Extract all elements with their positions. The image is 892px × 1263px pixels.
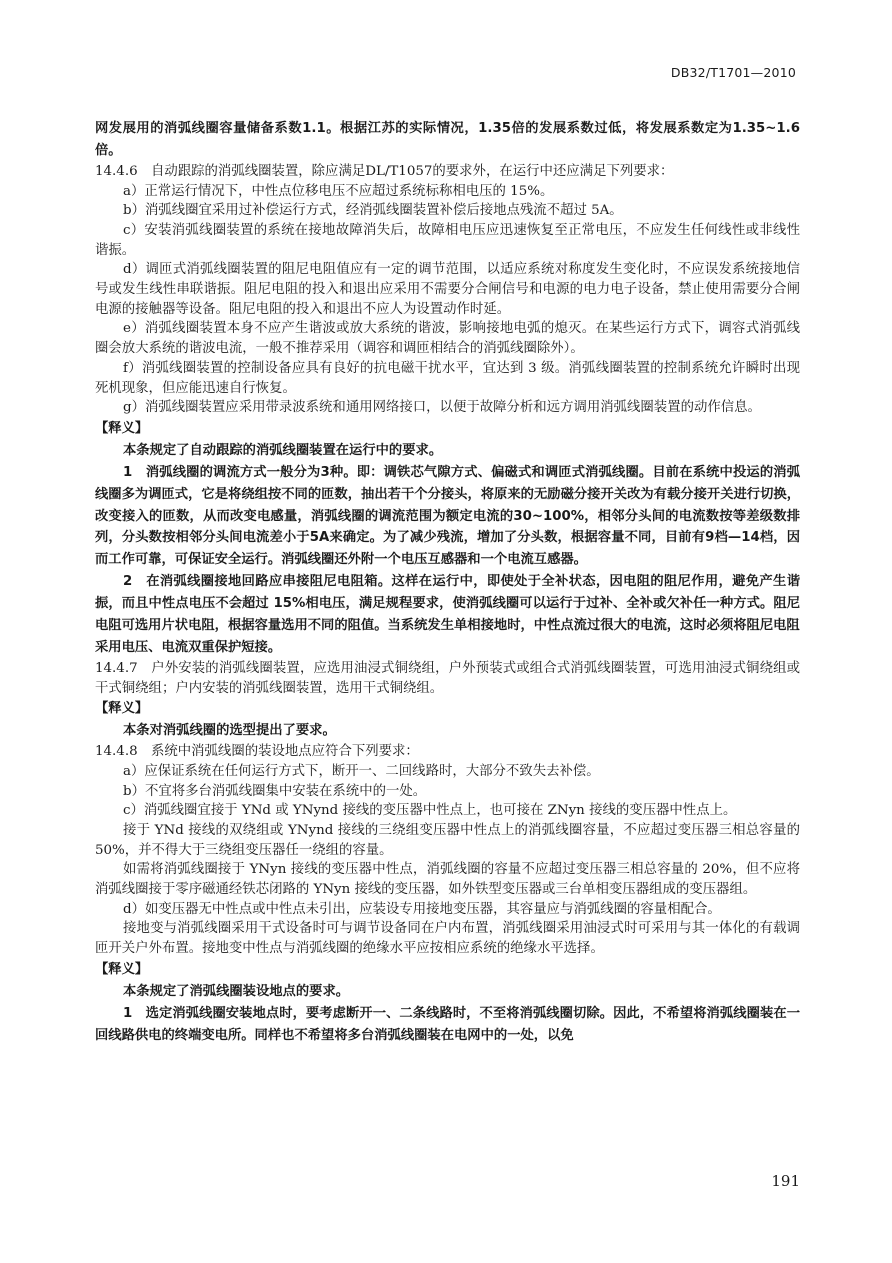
paragraph: 如需将消弧线圈接于 YNyn 接线的变压器中性点，消弧线圈的容量不应超过变压器三相总容量的 20%，但不应将消弧线圈接于零序磁通经铁芯闭路的 YNyn 接线的变压器，如外铁型变压器或三台单相变压器组成的变压器组。 [95,862,800,898]
paragraph: 采用电压、电流双重保护短接。 [95,640,282,656]
paragraph: 网发展用的消弧线圈容量储备系数1.1。根据江苏的实际情况，1.35倍的发展系数过低，将发展系数定为1.35~1.6倍。 [95,121,800,158]
paragraph: 【释义】 [95,420,149,436]
paragraph: b）不宜将多台消弧线圈集中安装在系统中的一处。 [123,783,427,799]
paragraph: b）消弧线圈宜采用过补偿运行方式，经消弧线圈装置补偿后接地点残流不超过 5A。 [123,203,623,219]
paragraph: d）如变压器无中性点或中性点未引出，应装设专用接地变压器，其容量应与消弧线圈的容量相配合。 [123,901,721,917]
paragraph: 【释义】 [95,961,149,977]
paragraph: 接地变与消弧线圈采用干式设备时可与调节设备同在户内布置，消弧线圈采用油浸式时可采用与其一体化的有载调匝开关户外布置。接地变中性点与消弧线圈的绝缘水平应按相应系统的绝缘水平选择。 [95,921,800,957]
paragraph: 1 选定消弧线圈安装地点时，要考虑断开一、二条线路时，不至将消弧线圈切除。因此，不希望将消弧线圈装在一回线路供电的终端变电所。同样也不希望将多台消弧线圈装在电网中的一处，以免 [95,1005,800,1043]
standard-code: DB32/T1701—2010 [670,65,796,80]
paragraph: 接于 YNd 接线的双绕组或 YNynd 接线的三绕组变压器中性点上的消弧线圈容量，不应超过变压器三相总容量的 50%，并不得大于三绕组变压器任一绕组的容量。 [95,822,800,858]
paragraph: 本条规定了自动跟踪的消弧线圈装置在运行中的要求。 [123,442,443,458]
paragraph: f）消弧线圈装置的控制设备应具有良好的抗电磁干扰水平，宜达到 3 级。消弧线圈装置的控制系统允许瞬时出现死机现象，但应能迅速自行恢复。 [95,360,800,396]
paragraph: a）正常运行情况下，中性点位移电压不应超过系统标称相电压的 15%。 [123,183,554,199]
paragraph: 本条规定了消弧线圈装设地点的要求。 [123,983,350,999]
paragraph: g）消弧线圈装置应采用带录波系统和通用网络接口，以便于故障分析和远方调用消弧线圈装置的动作信息。 [123,400,761,416]
paragraph: 【释义】 [95,701,149,717]
paragraph: c）安装消弧线圈装置的系统在接地故障消失后，故障相电压应迅速恢复至正常电压，不应发生任何线性或非线性谐振。 [95,222,800,258]
paragraph: 1 消弧线圈的调流方式一般分为3种。即：调铁芯气隙方式、偏磁式和调匝式消弧线圈。目前在系统中投运的消弧线圈多为调匝式，它是将绕组按不同的匝数，抽出若干个分接头，将原来的无励磁分接开关改为有载分接开关进行切换，改变接入的匝数，从而改变电感量，消弧线圈的调流范围为额定电流的30~100%，相邻分头间的电流数按等差级数排列，分头数按相邻分头间电流差小于5A来确定。为了减少残流，增加了分头数，根据容量不同，目前有9档—14档，因而工作可靠，可保证安全运行。消弧线圈还外附一个电压互感器和一个电流互感器。 [95,464,800,568]
page-number: 191 [771,1172,800,1190]
paragraph: 14.4.7 户外安装的消弧线圈装置，应选用油浸式铜绕组，户外预装式或组合式消弧线圈装置，可选用油浸式铜绕组或干式铜绕组；户内安装的消弧线圈装置，选用干式铜绕组。 [95,660,800,696]
paragraph: 14.4.8 系统中消弧线圈的装设地点应符合下列要求： [95,744,419,760]
paragraph: d）调匝式消弧线圈装置的阻尼电阻值应有一定的调节范围，以适应系统对称度发生变化时，不应误发系统接地信号或发生线性串联谐振。阻尼电阻的投入和退出应采用不需要分合闸信号和电源的电力电子设备，禁止使用需要分合闸电源的接触器等设备。阻尼电阻的投入和退出不应人为设置动作时延。 [95,262,800,317]
paragraph: a）应保证系统在任何运行方式下，断开一、二回线路时，大部分不致失去补偿。 [123,763,600,779]
paragraph: 本条对消弧线圈的选型提出了要求。 [123,723,336,739]
paragraph: e）消弧线圈装置本身不应产生谐波或放大系统的谐波，影响接地电弧的熄灭。在某些运行方式下，调容式消弧线圈会放大系统的谐波电流，一般不推荐采用（调容和调匝相结合的消弧线圈除外）。 [95,321,800,357]
paragraph: 2 在消弧线圈接地回路应串接阻尼电阻箱。这样在运行中，即使处于全补状态，因电阻的阻尼作用，避免产生谐振，而且中性点电压不会超过 15%相电压，满足规程要求，使消弧线圈可以运行于过补、全补或欠补任一种方式。阻尼电阻可选用片状电阻，根据容量选用不同的阻值。当系统发生单相接地时，中性点流过很大的电流，这时必须将阻尼电阻 [95,574,800,634]
body-text [95,118,800,1047]
paragraph: 14.4.6 自动跟踪的消弧线圈装置，除应满足DL/T1057的要求外，在运行中还应满足下列要求： [95,163,674,179]
paragraph: c）消弧线圈宜接于 YNd 或 YNynd 接线的变压器中性点上，也可接在 ZNyn 接线的变压器中性点上。 [123,803,737,819]
